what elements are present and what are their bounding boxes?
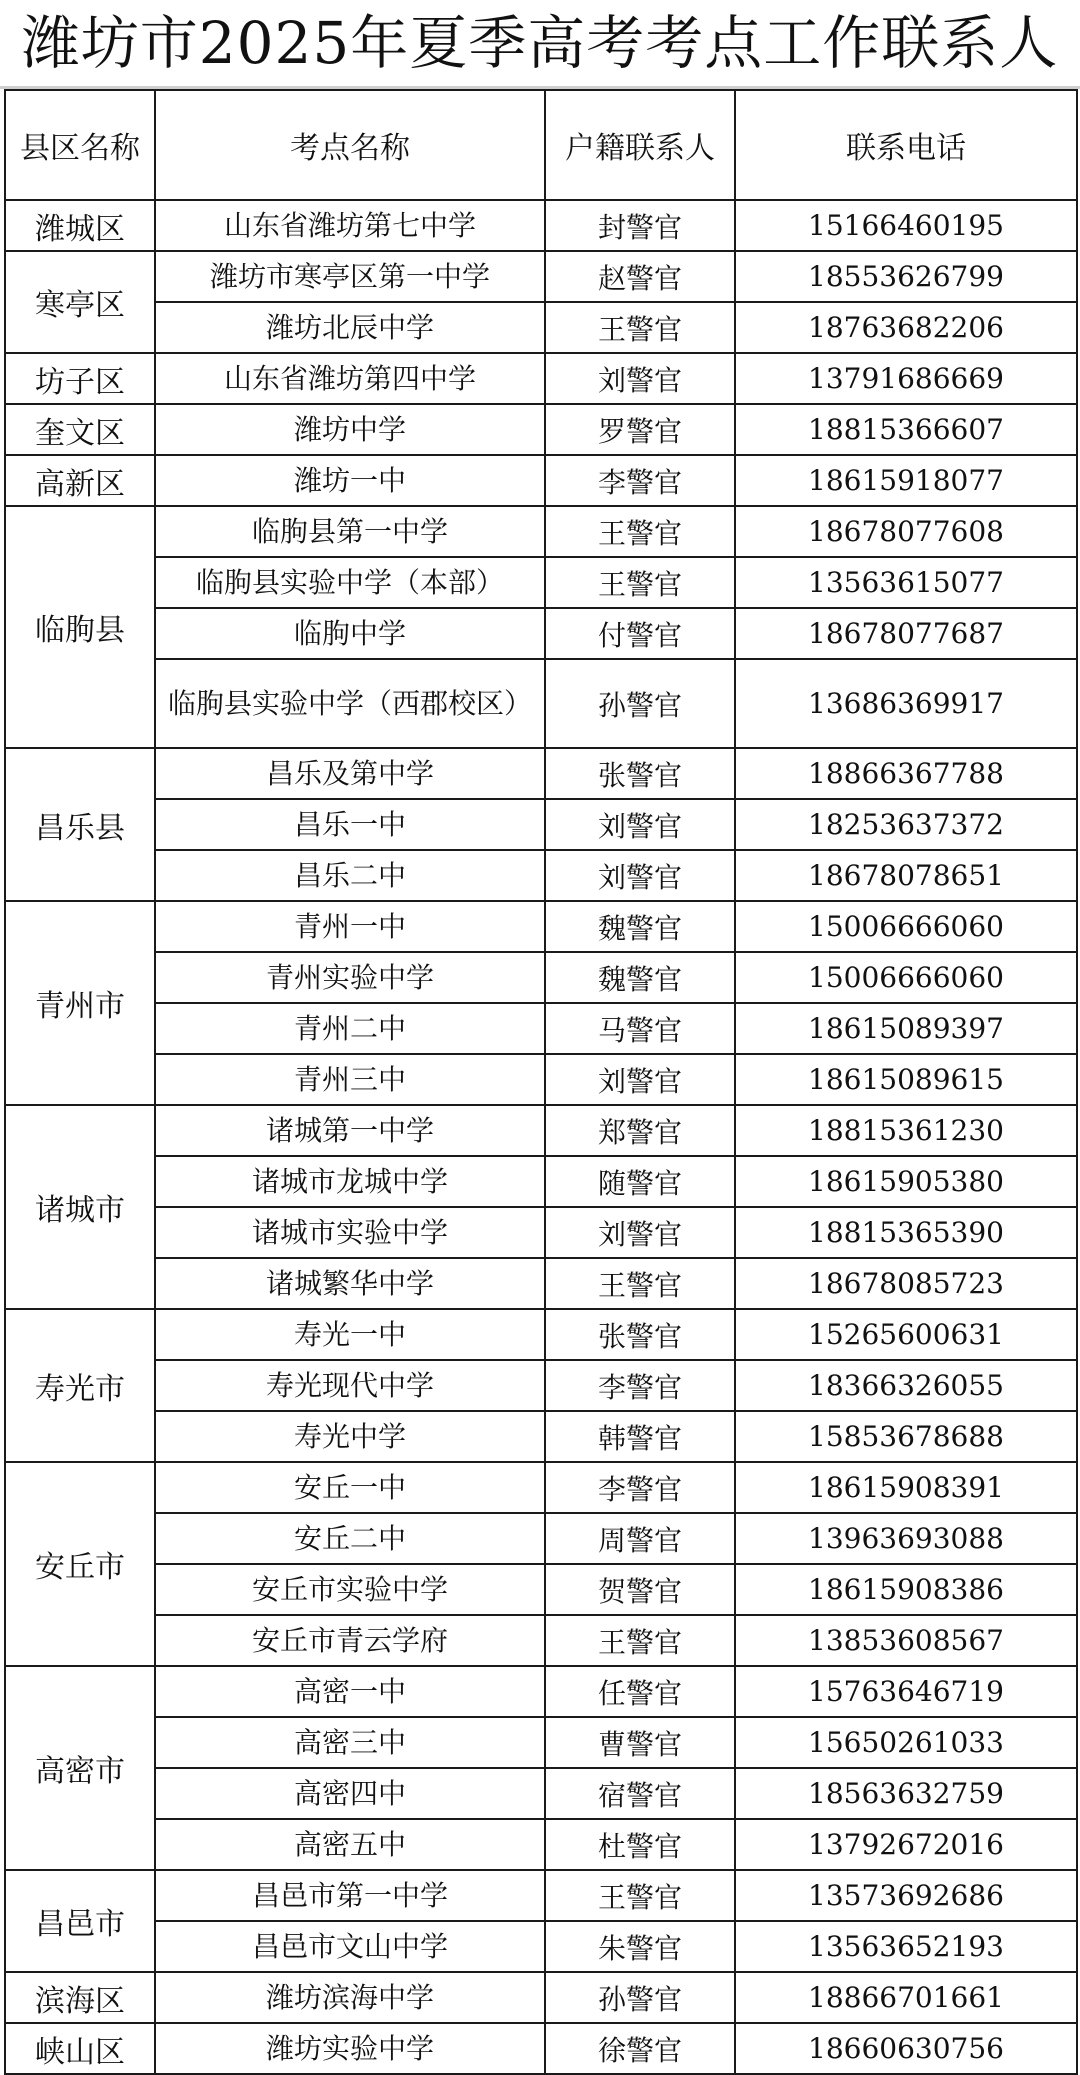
contact-cell: 付警官 xyxy=(545,608,735,659)
school-cell: 昌乐及第中学 xyxy=(155,748,545,799)
phone-cell: 18660630756 xyxy=(735,2023,1077,2074)
phone-cell: 13563652193 xyxy=(735,1921,1077,1972)
school-cell: 诸城市龙城中学 xyxy=(155,1156,545,1207)
table-row xyxy=(5,608,1077,659)
table-row xyxy=(5,1258,1077,1309)
contact-cell: 李警官 xyxy=(545,1462,735,1513)
table-row xyxy=(5,659,1077,748)
table-row xyxy=(5,1360,1077,1411)
phone-cell: 18815365390 xyxy=(735,1207,1077,1258)
table-row xyxy=(5,1666,1077,1717)
district-cell: 峡山区 xyxy=(5,2023,155,2074)
table-row xyxy=(5,748,1077,799)
school-cell: 青州三中 xyxy=(155,1054,545,1105)
school-cell: 诸城市实验中学 xyxy=(155,1207,545,1258)
school-cell: 潍坊一中 xyxy=(155,455,545,506)
contact-cell: 张警官 xyxy=(545,1309,735,1360)
table-row xyxy=(5,455,1077,506)
school-cell: 高密五中 xyxy=(155,1819,545,1870)
contact-cell: 王警官 xyxy=(545,506,735,557)
contact-cell: 王警官 xyxy=(545,1615,735,1666)
school-cell: 昌邑市第一中学 xyxy=(155,1870,545,1921)
table-row xyxy=(5,1207,1077,1258)
contact-cell: 任警官 xyxy=(545,1666,735,1717)
district-cell: 寿光市 xyxy=(5,1309,155,1462)
district-cell: 潍城区 xyxy=(5,200,155,251)
table-row xyxy=(5,1003,1077,1054)
district-cell: 滨海区 xyxy=(5,1972,155,2023)
phone-cell: 18253637372 xyxy=(735,799,1077,850)
contact-cell: 周警官 xyxy=(545,1513,735,1564)
school-cell: 潍坊实验中学 xyxy=(155,2023,545,2074)
table-body xyxy=(5,200,1077,2074)
phone-cell: 18615089397 xyxy=(735,1003,1077,1054)
district-cell: 昌邑市 xyxy=(5,1870,155,1972)
school-cell: 高密一中 xyxy=(155,1666,545,1717)
phone-cell: 18678077608 xyxy=(735,506,1077,557)
table-row xyxy=(5,557,1077,608)
table-row xyxy=(5,850,1077,901)
school-cell: 昌乐一中 xyxy=(155,799,545,850)
contact-cell: 魏警官 xyxy=(545,901,735,952)
school-cell: 诸城第一中学 xyxy=(155,1105,545,1156)
phone-cell: 18615089615 xyxy=(735,1054,1077,1105)
contact-cell: 李警官 xyxy=(545,1360,735,1411)
phone-cell: 15853678688 xyxy=(735,1411,1077,1462)
school-cell: 青州二中 xyxy=(155,1003,545,1054)
phone-cell: 13791686669 xyxy=(735,353,1077,404)
phone-cell: 15006666060 xyxy=(735,901,1077,952)
contact-cell: 王警官 xyxy=(545,557,735,608)
school-cell: 潍坊市寒亭区第一中学 xyxy=(155,251,545,302)
contact-cell: 韩警官 xyxy=(545,1411,735,1462)
phone-cell: 18815361230 xyxy=(735,1105,1077,1156)
school-cell: 诸城繁华中学 xyxy=(155,1258,545,1309)
contact-cell: 魏警官 xyxy=(545,952,735,1003)
contact-cell: 杜警官 xyxy=(545,1819,735,1870)
contact-table xyxy=(4,89,1078,2075)
header-school: 考点名称 xyxy=(155,90,545,200)
phone-cell: 13686369917 xyxy=(735,659,1077,748)
contact-cell: 贺警官 xyxy=(545,1564,735,1615)
school-cell: 寿光一中 xyxy=(155,1309,545,1360)
phone-cell: 13963693088 xyxy=(735,1513,1077,1564)
table-row xyxy=(5,506,1077,557)
table-row xyxy=(5,1513,1077,1564)
table-row xyxy=(5,1054,1077,1105)
contact-cell: 马警官 xyxy=(545,1003,735,1054)
table-row xyxy=(5,1411,1077,1462)
contact-cell: 王警官 xyxy=(545,302,735,353)
phone-cell: 18366326055 xyxy=(735,1360,1077,1411)
phone-cell: 15265600631 xyxy=(735,1309,1077,1360)
phone-cell: 13563615077 xyxy=(735,557,1077,608)
contact-cell: 朱警官 xyxy=(545,1921,735,1972)
phone-cell: 18866367788 xyxy=(735,748,1077,799)
header-district: 县区名称 xyxy=(5,90,155,200)
phone-cell: 18678085723 xyxy=(735,1258,1077,1309)
school-cell: 山东省潍坊第七中学 xyxy=(155,200,545,251)
school-cell: 临朐县实验中学（西郡校区） xyxy=(155,659,545,748)
phone-cell: 18866701661 xyxy=(735,1972,1077,2023)
table-row xyxy=(5,1105,1077,1156)
district-cell: 奎文区 xyxy=(5,404,155,455)
phone-cell: 13573692686 xyxy=(735,1870,1077,1921)
phone-cell: 18615918077 xyxy=(735,455,1077,506)
school-cell: 寿光中学 xyxy=(155,1411,545,1462)
phone-cell: 15166460195 xyxy=(735,200,1077,251)
table-row xyxy=(5,1564,1077,1615)
phone-cell: 15006666060 xyxy=(735,952,1077,1003)
school-cell: 安丘一中 xyxy=(155,1462,545,1513)
district-cell: 高新区 xyxy=(5,455,155,506)
table-row xyxy=(5,1615,1077,1666)
district-cell: 寒亭区 xyxy=(5,251,155,353)
table-row xyxy=(5,404,1077,455)
table-row xyxy=(5,1156,1077,1207)
district-cell: 临朐县 xyxy=(5,506,155,748)
phone-cell: 18563632759 xyxy=(735,1768,1077,1819)
phone-cell: 18553626799 xyxy=(735,251,1077,302)
table-row xyxy=(5,1309,1077,1360)
table-row xyxy=(5,1921,1077,1972)
school-cell: 昌邑市文山中学 xyxy=(155,1921,545,1972)
table-row xyxy=(5,200,1077,251)
contact-cell: 刘警官 xyxy=(545,1207,735,1258)
school-cell: 青州一中 xyxy=(155,901,545,952)
contact-cell: 张警官 xyxy=(545,748,735,799)
district-cell: 昌乐县 xyxy=(5,748,155,901)
table-row xyxy=(5,1717,1077,1768)
page-title: 潍坊市2025年夏季高考考点工作联系人 xyxy=(0,0,1080,89)
contact-cell: 孙警官 xyxy=(545,659,735,748)
contact-cell: 徐警官 xyxy=(545,2023,735,2074)
district-cell: 青州市 xyxy=(5,901,155,1105)
phone-cell: 13853608567 xyxy=(735,1615,1077,1666)
table-row xyxy=(5,1972,1077,2023)
district-cell: 诸城市 xyxy=(5,1105,155,1309)
phone-cell: 18678077687 xyxy=(735,608,1077,659)
phone-cell: 15763646719 xyxy=(735,1666,1077,1717)
school-cell: 高密三中 xyxy=(155,1717,545,1768)
contact-cell: 宿警官 xyxy=(545,1768,735,1819)
contact-cell: 刘警官 xyxy=(545,850,735,901)
header-contact: 户籍联系人 xyxy=(545,90,735,200)
contact-cell: 刘警官 xyxy=(545,799,735,850)
contact-cell: 刘警官 xyxy=(545,353,735,404)
district-cell: 坊子区 xyxy=(5,353,155,404)
table-row xyxy=(5,302,1077,353)
school-cell: 寿光现代中学 xyxy=(155,1360,545,1411)
contact-cell: 王警官 xyxy=(545,1870,735,1921)
school-cell: 高密四中 xyxy=(155,1768,545,1819)
school-cell: 青州实验中学 xyxy=(155,952,545,1003)
phone-cell: 18615905380 xyxy=(735,1156,1077,1207)
contact-cell: 罗警官 xyxy=(545,404,735,455)
school-cell: 临朐中学 xyxy=(155,608,545,659)
contact-cell: 赵警官 xyxy=(545,251,735,302)
table-row xyxy=(5,1768,1077,1819)
district-cell: 安丘市 xyxy=(5,1462,155,1666)
phone-cell: 18615908386 xyxy=(735,1564,1077,1615)
district-cell: 高密市 xyxy=(5,1666,155,1870)
school-cell: 昌乐二中 xyxy=(155,850,545,901)
school-cell: 潍坊北辰中学 xyxy=(155,302,545,353)
school-cell: 安丘市青云学府 xyxy=(155,1615,545,1666)
school-cell: 临朐县第一中学 xyxy=(155,506,545,557)
school-cell: 潍坊中学 xyxy=(155,404,545,455)
table-row xyxy=(5,251,1077,302)
header-row xyxy=(5,90,1077,200)
table-row xyxy=(5,2023,1077,2074)
school-cell: 临朐县实验中学（本部） xyxy=(155,557,545,608)
school-cell: 潍坊滨海中学 xyxy=(155,1972,545,2023)
contact-cell: 随警官 xyxy=(545,1156,735,1207)
contact-cell: 刘警官 xyxy=(545,1054,735,1105)
contact-cell: 孙警官 xyxy=(545,1972,735,2023)
table-row xyxy=(5,799,1077,850)
phone-cell: 18615908391 xyxy=(735,1462,1077,1513)
contact-cell: 郑警官 xyxy=(545,1105,735,1156)
contact-cell: 封警官 xyxy=(545,200,735,251)
contact-cell: 王警官 xyxy=(545,1258,735,1309)
table-row xyxy=(5,901,1077,952)
contact-cell: 李警官 xyxy=(545,455,735,506)
table-row xyxy=(5,1870,1077,1921)
table-row xyxy=(5,952,1077,1003)
header-phone: 联系电话 xyxy=(735,90,1077,200)
school-cell: 山东省潍坊第四中学 xyxy=(155,353,545,404)
phone-cell: 18763682206 xyxy=(735,302,1077,353)
table-row xyxy=(5,353,1077,404)
school-cell: 安丘市实验中学 xyxy=(155,1564,545,1615)
phone-cell: 18815366607 xyxy=(735,404,1077,455)
school-cell: 安丘二中 xyxy=(155,1513,545,1564)
phone-cell: 15650261033 xyxy=(735,1717,1077,1768)
contact-cell: 曹警官 xyxy=(545,1717,735,1768)
table-row xyxy=(5,1462,1077,1513)
phone-cell: 18678078651 xyxy=(735,850,1077,901)
table-row xyxy=(5,1819,1077,1870)
phone-cell: 13792672016 xyxy=(735,1819,1077,1870)
